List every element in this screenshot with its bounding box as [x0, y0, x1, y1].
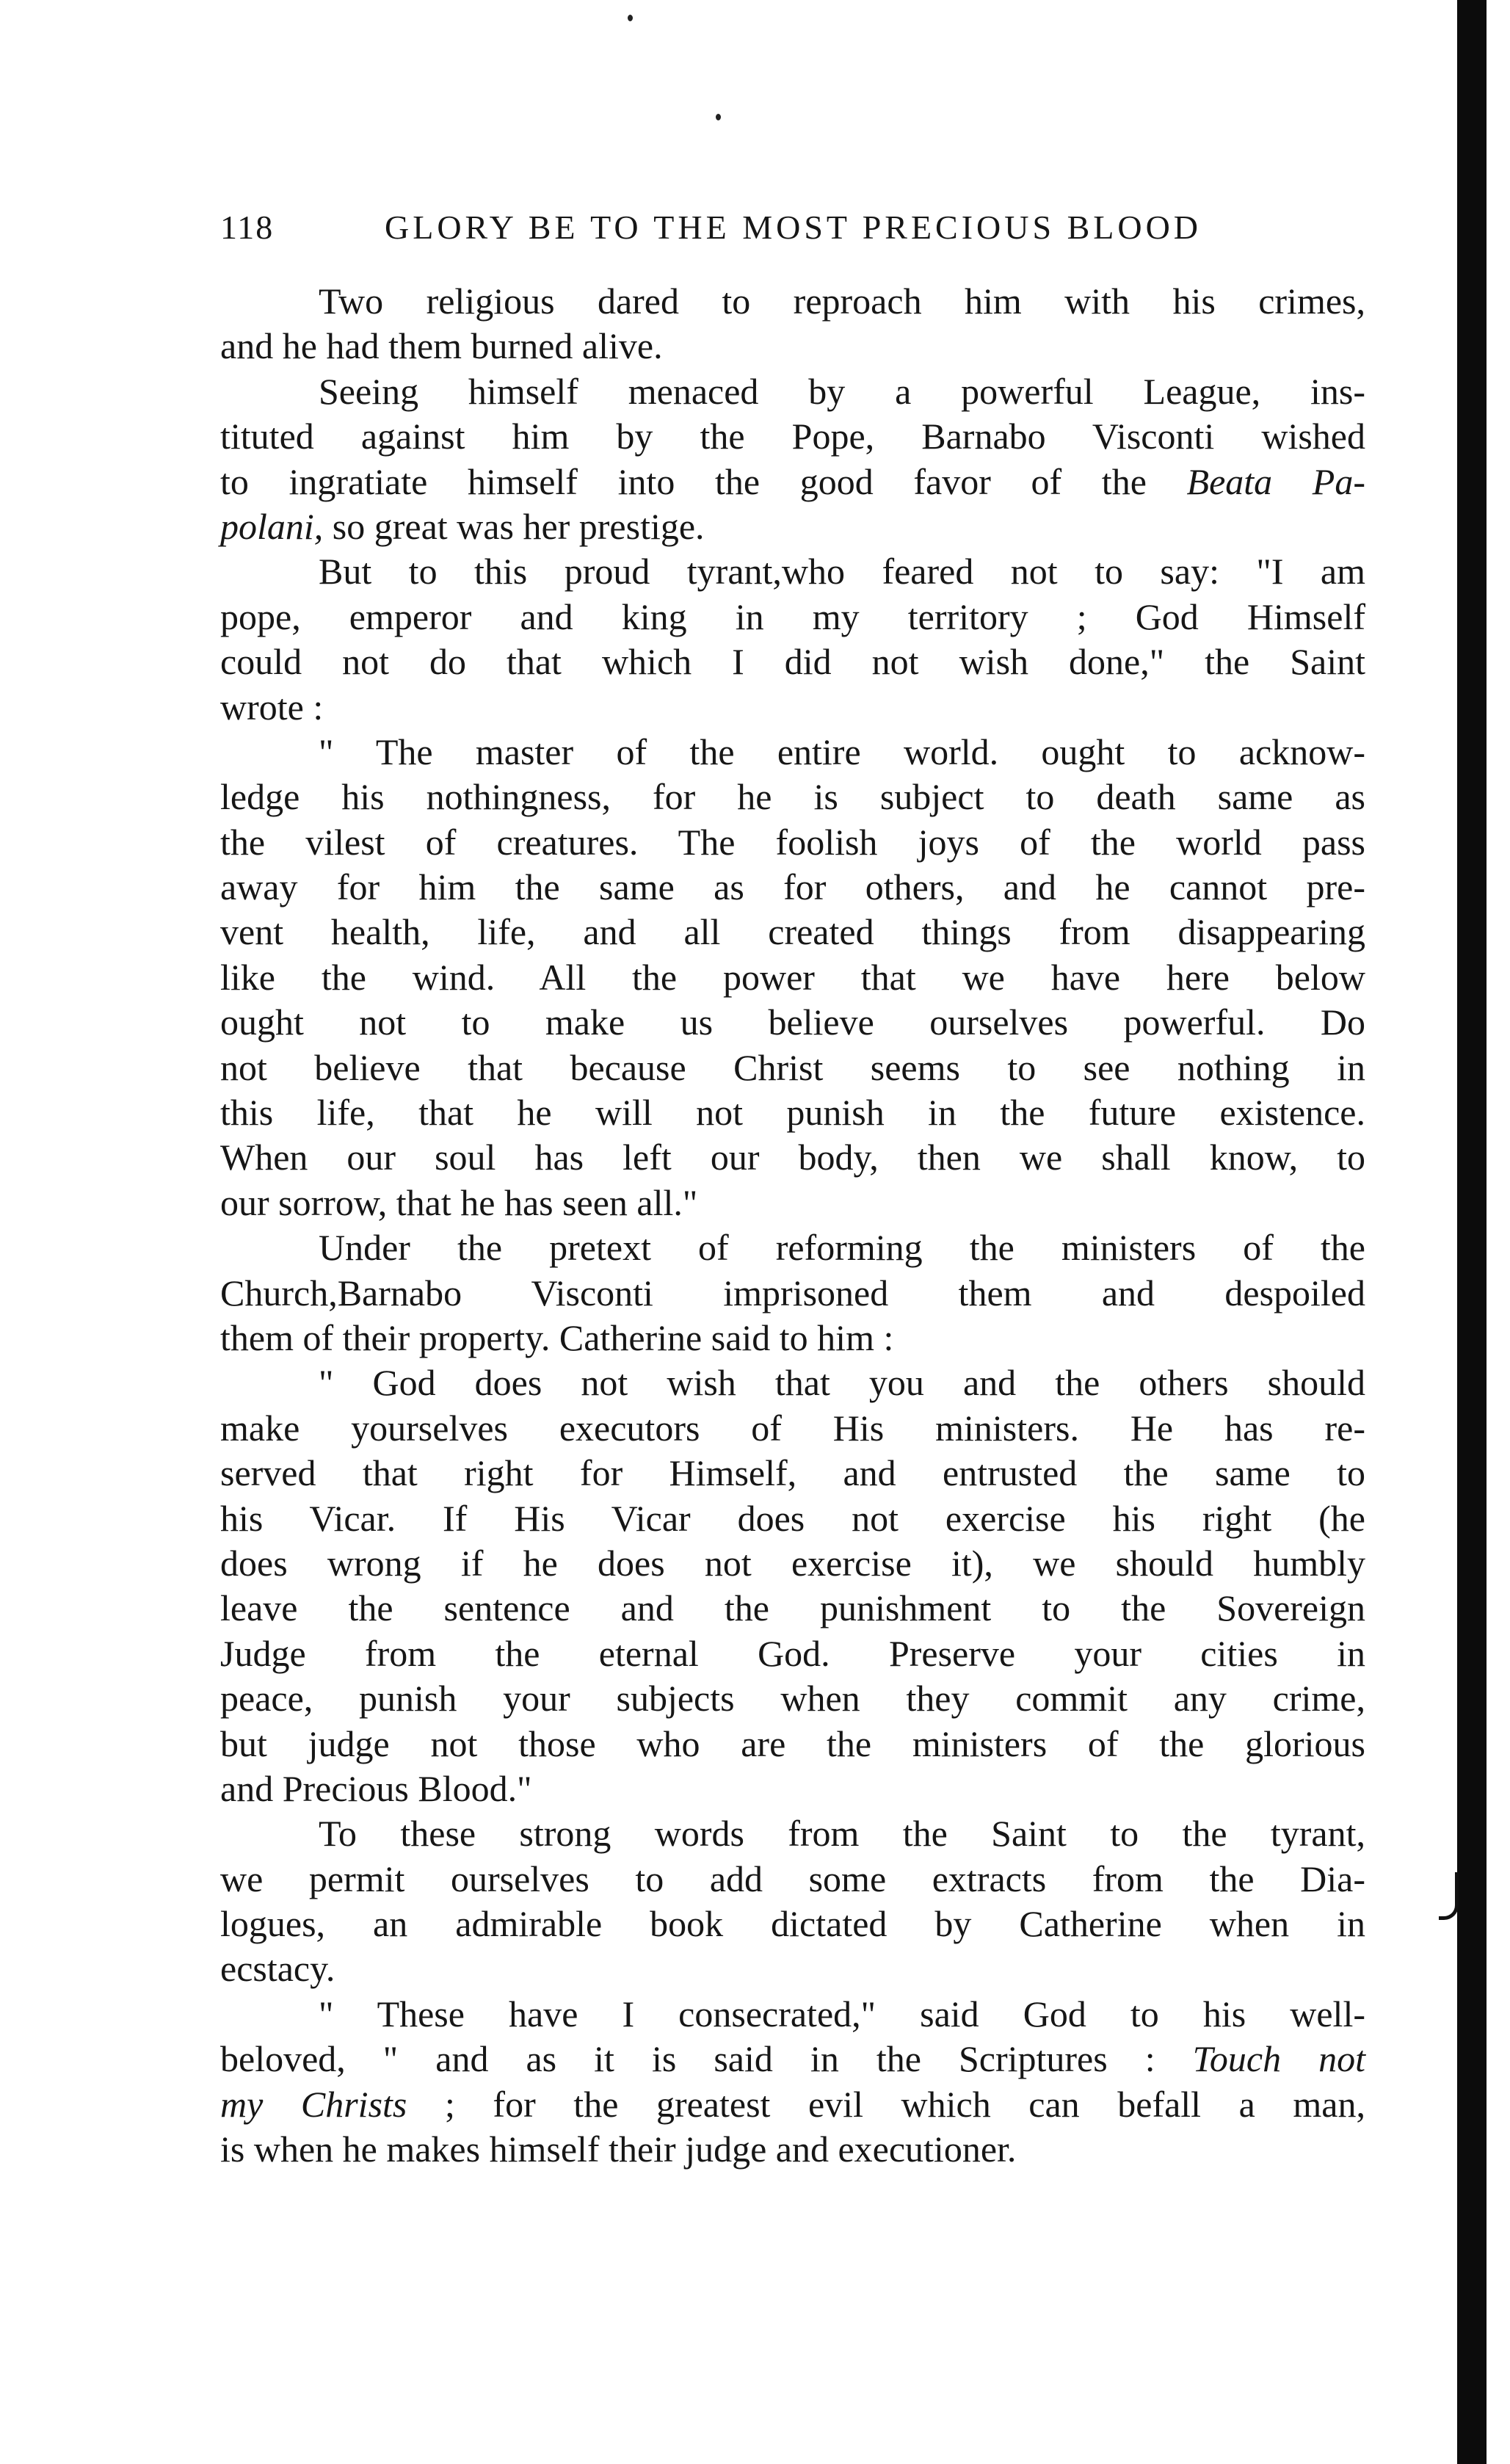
line-text: could not do that which I did not wish done," the Saint [220, 641, 1365, 683]
page-number: 118 [220, 209, 275, 246]
line-text: ecstacy. [220, 1948, 335, 1990]
text-line [220, 1541, 1365, 1586]
text-line [220, 1451, 1365, 1496]
line-text: vent health, life, and all created things from disappearing [220, 911, 1365, 953]
line-text: beloved, " and as it is said in the Scriptures : [220, 2038, 1193, 2080]
text-line [220, 865, 1365, 910]
text-line [220, 324, 1365, 369]
text-line [220, 414, 1365, 459]
text-line [220, 549, 1365, 594]
text-line [220, 1000, 1365, 1045]
line-text: When our soul has left our body, then we shall know, to [220, 1137, 1365, 1178]
line-text: ledge his nothingness, for he is subject to death same as [220, 776, 1365, 818]
text-line [220, 955, 1365, 1000]
line-text: does wrong if he does not exercise it), we should humbly [220, 1542, 1365, 1584]
text-line [220, 1225, 1365, 1270]
line-text: served that right for Himself, and entrusted the same to [220, 1452, 1365, 1494]
text-line [220, 2082, 1365, 2127]
line-text: and Precious Blood." [220, 1767, 532, 1809]
text-line [220, 2037, 1365, 2081]
text-line [220, 2127, 1365, 2172]
ink-speck [628, 15, 633, 21]
page-edge-mark [1439, 1872, 1459, 1920]
text-line [220, 1360, 1365, 1405]
text-line [220, 1767, 1365, 1811]
line-text: Seeing himself menaced by a powerful League, ins- [319, 370, 1365, 412]
line-text: we permit ourselves to add some extracts from the Dia- [220, 1858, 1365, 1899]
line-text: " The master of the entire world. ought to acknow- [319, 731, 1365, 772]
text-line [220, 1992, 1365, 2037]
line-text: and he had them burned alive. [220, 325, 663, 367]
line-text: Church,Barnabo Visconti imprisoned them and despoiled [220, 1272, 1365, 1313]
text-line [220, 910, 1365, 954]
italic-text: my Christs [220, 2083, 407, 2125]
page-edge-shadow [1457, 0, 1487, 2464]
line-text: this life, that he will not punish in the future existence. [220, 1092, 1365, 1134]
text-line [220, 369, 1365, 414]
italic-text: polani, [220, 505, 324, 547]
text-line [220, 1857, 1365, 1902]
line-text: our sorrow, that he has seen all." [220, 1181, 698, 1223]
line-text: his Vicar. If His Vicar does not exercise his right (he [220, 1497, 1365, 1539]
line-text: the vilest of creatures. The foolish joys of the world pass [220, 821, 1365, 863]
line-text: away for him the same as for others, and he cannot pre- [220, 866, 1365, 908]
text-line [220, 775, 1365, 819]
text-line [220, 1722, 1365, 1767]
line-text: tituted against him by the Pope, Barnabo Visconti wished [220, 416, 1365, 457]
line-text: them of their property. Catherine said to him : [220, 1316, 894, 1358]
text-line [220, 1406, 1365, 1451]
text-line [220, 1676, 1365, 1721]
text-line [220, 460, 1365, 504]
text-line [220, 1271, 1365, 1316]
line-text: peace, punish your subjects when they commit any crime, [220, 1678, 1365, 1720]
line-text: so great was her prestige. [323, 505, 705, 547]
text-line [220, 1135, 1365, 1180]
text-line [220, 730, 1365, 775]
line-text: wrote : [220, 686, 324, 728]
line-text: Two religious dared to reproach him with his crimes, [319, 280, 1365, 322]
ink-speck [716, 114, 721, 120]
line-text: " These have I consecrated," said God to his well- [319, 1993, 1365, 2034]
line-text: ; for the greatest evil which can befall a man, [407, 2083, 1365, 2125]
text-line [220, 1090, 1365, 1135]
line-text: make yourselves executors of His ministers. He has re- [220, 1407, 1365, 1449]
body-text [220, 279, 1365, 2172]
text-line [220, 1631, 1365, 1676]
text-line [220, 1946, 1365, 1991]
line-text: but judge not those who are the ministers of the glorious [220, 1722, 1365, 1764]
line-text: logues, an admirable book dictated by Catherine when in [220, 1903, 1365, 1945]
line-text: But to this proud tyrant,who feared not to say: "I am [319, 551, 1365, 593]
line-text: ought not to make us believe ourselves powerful. Do [220, 1001, 1365, 1043]
text-line [220, 820, 1365, 865]
line-text: " God does not wish that you and the others should [319, 1362, 1365, 1404]
text-line [220, 1181, 1365, 1225]
line-text: to ingratiate himself into the good favor of the [220, 460, 1187, 502]
page-header [220, 208, 1365, 259]
italic-text: Beata Pa- [1186, 460, 1365, 502]
running-title: GLORY BE TO THE MOST PRECIOUS BLOOD [385, 209, 1202, 246]
text-line [220, 504, 1365, 549]
text-line [220, 1316, 1365, 1360]
line-text: pope, emperor and king in my territory ; God Himself [220, 595, 1365, 637]
text-line [220, 1811, 1365, 1856]
text-line [220, 279, 1365, 324]
text-line [220, 1586, 1365, 1631]
text-line [220, 1902, 1365, 1946]
line-text: To these strong words from the Saint to the tyrant, [319, 1813, 1365, 1855]
line-text: is when he makes himself their judge and executioner. [220, 2128, 1017, 2170]
text-line [220, 685, 1365, 730]
text-line [220, 595, 1365, 639]
text-line [220, 1496, 1365, 1541]
line-text: Under the pretext of reforming the ministers of the [319, 1227, 1365, 1269]
text-line [220, 639, 1365, 684]
line-text: leave the sentence and the punishment to the Sovereign [220, 1587, 1365, 1629]
line-text: like the wind. All the power that we have here below [220, 956, 1365, 998]
line-text: not believe that because Christ seems to see nothing in [220, 1046, 1365, 1088]
line-text: Judge from the eternal God. Preserve your cities in [220, 1632, 1365, 1674]
text-line [220, 1046, 1365, 1090]
italic-text: Touch not [1192, 2038, 1365, 2080]
